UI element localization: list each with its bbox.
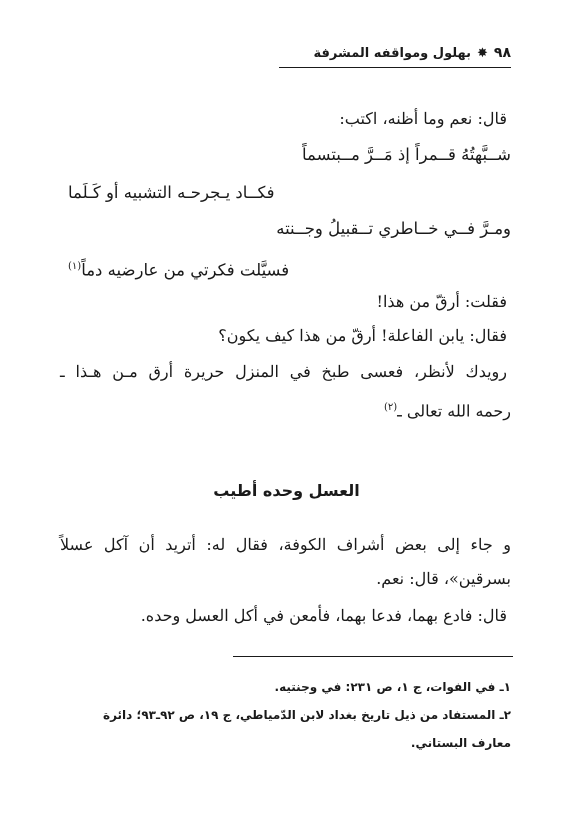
paragraph-line: رويدك لأنظر، فعسى طبخ في المنزل حريرة أرق مـن هـذا ـ bbox=[60, 362, 507, 381]
running-title: بهلول ومواقفه المشرفة bbox=[313, 45, 471, 61]
intro-line: قال: نعم وما أظنه، اكتب: bbox=[339, 109, 507, 128]
footnote-rule bbox=[233, 656, 513, 657]
paragraph-line bbox=[384, 396, 511, 423]
verse-2-second-hemistich bbox=[68, 254, 289, 284]
section-line: قال: فادع بهما، فدعا بهما، فأمعن في أكل العسل وحده. bbox=[140, 606, 507, 625]
paragraph-line-text: رحمه الله تعالى ـ bbox=[397, 401, 511, 421]
header-rule bbox=[279, 67, 511, 68]
footnote-ref-1: (١) bbox=[68, 261, 82, 272]
section-line: بسرقين»، قال: نعم. bbox=[376, 569, 511, 588]
section-title: العسل وحده أطيب bbox=[213, 481, 360, 500]
page-number: ٩٨ bbox=[493, 45, 511, 61]
section-line: و جاء إلى بعض أشراف الكوفة، فقال له: أتريد أن آكل عسلاً bbox=[60, 535, 511, 554]
running-header bbox=[279, 42, 511, 64]
verse-1-second-hemistich: فكــاد يـجرحـه التشبيه أو كَـلَما bbox=[68, 183, 275, 202]
paragraph-line: فقال: يابن الفاعلة! أرقّ من هذا كيف يكون؟ bbox=[218, 326, 507, 345]
paragraph-line: فقلت: أرقّ من هذا! bbox=[376, 292, 507, 311]
star-ornament-icon: ✸ bbox=[477, 45, 488, 61]
footnote-1: ١ـ في الفوات، ج ١، ص ٢٣١: في وجنتيه. bbox=[274, 680, 511, 694]
verse-1-first-hemistich: شــبَّهتُهُ قــمراً إذ مَــرَّ مــبتسماً bbox=[302, 145, 511, 164]
verse-2-first-hemistich: ومـرَّ فــي خــاطري تــقبيلُ وجــنته bbox=[276, 219, 511, 238]
footnote-2-continued: معارف البستاني. bbox=[410, 736, 511, 750]
footnote-ref-2: (٢) bbox=[383, 402, 398, 413]
footnote-2: ٢ـ المستفاد من ذيل تاريخ بغداد لابن الدّمياطي، ج ١٩، ص ٩٢ـ٩٣؛ دائرة bbox=[103, 708, 511, 722]
verse-2-second-text: فسيَّلت فكرتي من عارضيه دماً bbox=[81, 260, 290, 280]
